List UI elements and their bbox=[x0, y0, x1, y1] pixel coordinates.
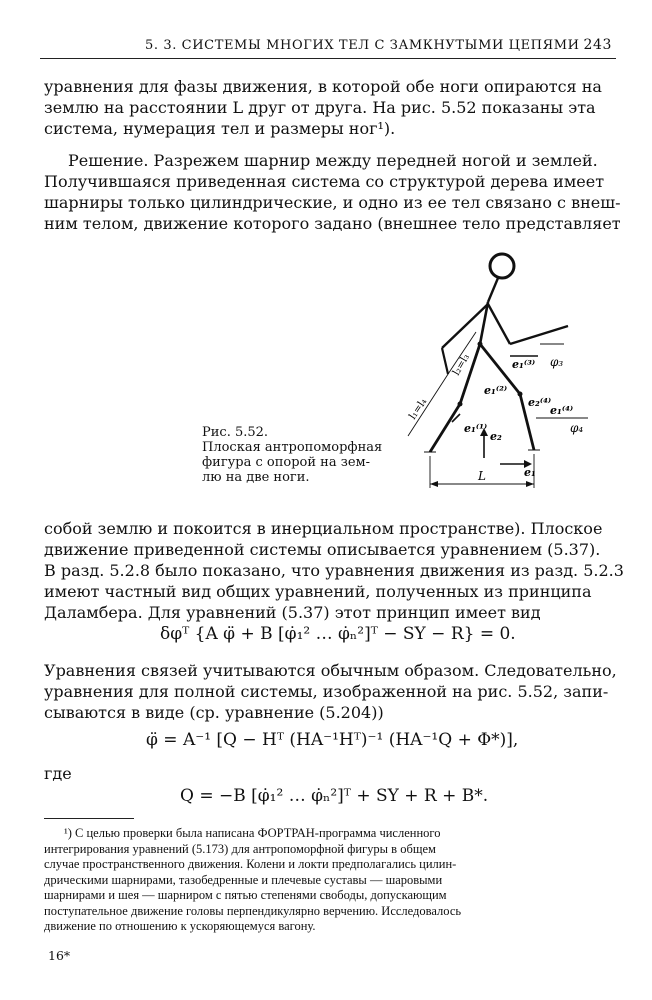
text-line: сываются в виде (ср. уравнение (5.204)) bbox=[44, 703, 384, 722]
label-e1-4: e₁⁽⁴⁾ bbox=[550, 404, 574, 417]
text-line: собой землю и покоится в инерциальном пространстве). Плоское bbox=[44, 519, 603, 538]
knee-joint bbox=[458, 402, 463, 407]
label-e1-2: e₁⁽²⁾ bbox=[484, 384, 508, 397]
text-line: система, нумерация тел и размеры ног¹). bbox=[44, 119, 396, 138]
text-line: уравнения для фазы движения, в которой обе ноги опираются на bbox=[44, 77, 602, 96]
label-l1-l4: l₁=l₄ bbox=[407, 396, 430, 422]
arm2-lower bbox=[510, 326, 568, 344]
anthropomorphic-figure bbox=[400, 244, 590, 504]
paragraph-4 bbox=[44, 660, 617, 723]
arrowhead bbox=[430, 481, 438, 487]
footnote bbox=[44, 826, 608, 935]
paragraph-1 bbox=[44, 76, 608, 139]
label-e1-3: e₁⁽³⁾ bbox=[512, 358, 536, 371]
label-L: L bbox=[478, 469, 486, 483]
text-line: землю на расстоянии L друг от друга. На рис. 5.52 показаны эта bbox=[44, 98, 596, 117]
figure-caption bbox=[202, 425, 402, 485]
text-line: Уравнения связей учитываются обычным образом. Следовательно, bbox=[44, 661, 617, 680]
back-shin bbox=[430, 404, 460, 452]
where-label: где bbox=[44, 764, 72, 783]
caption-line: фигура с опорой на зем- bbox=[202, 455, 371, 470]
text-line: ним телом, движение которого задано (внешнее тело представляет bbox=[44, 214, 621, 233]
equation-full-system: φ̈ = A⁻¹ [Q − Hᵀ (HA⁻¹Hᵀ)⁻¹ (HA⁻¹Q + Φ*)], bbox=[146, 730, 519, 750]
head bbox=[490, 254, 514, 278]
footnote-rule bbox=[44, 818, 134, 819]
label-l2-l3: l₂=l₃ bbox=[451, 352, 472, 378]
neck bbox=[488, 278, 498, 302]
printer-signature: 16* bbox=[48, 948, 71, 963]
footnote-line: случае пространственного движения. Колени и локти предполагались цилин- bbox=[44, 857, 457, 871]
text-line: шарниры только цилиндрические, и одно из ее тел связано с внеш- bbox=[44, 193, 621, 212]
arm2-upper bbox=[488, 304, 510, 344]
footnote-line: ¹) С целью проверки была написана ФОРТРАН-программа численного bbox=[64, 826, 441, 840]
footnote-line: движение по отношению к ускоряющемуся вагону. bbox=[44, 919, 316, 933]
text-line: уравнения для полной системы, изображенной на рис. 5.52, запи- bbox=[44, 682, 609, 701]
arrowhead bbox=[526, 481, 534, 487]
equation-Q: Q = −B [φ̇₁² … φ̇ₙ²]ᵀ + SY + R + B*. bbox=[180, 786, 489, 806]
footnote-line: поступательное движение головы перпендикулярно верчению. Исследовалось bbox=[44, 903, 462, 918]
text-line: движение приведенной системы описывается уравнением (5.37). bbox=[44, 540, 601, 559]
equation-dalembert: δφᵀ {A φ̈ + B [φ̇₁² … φ̇ₙ²]ᵀ − SY − R} = 0. bbox=[160, 624, 516, 644]
label-e2: e₂ bbox=[490, 430, 502, 443]
page-number: 243 bbox=[583, 37, 612, 53]
knee-joint bbox=[518, 392, 523, 397]
caption-line: лю на две ноги. bbox=[202, 470, 310, 485]
paragraph-3 bbox=[44, 518, 624, 623]
arm-lower bbox=[442, 348, 448, 374]
footnote-line: шарнирами и шея — шарниром с пятью степенями свободы, допускающим bbox=[44, 888, 447, 902]
footnote-line: интегрирования уравнений (5.173) для антропоморфной фигуры в общем bbox=[44, 841, 436, 856]
footnote-line: дрическими шарнирами, тазобедренные и плечевые суставы — шаровыми bbox=[44, 872, 443, 887]
label-phi4: φ₄ bbox=[570, 421, 584, 435]
text-line: имеют частный вид общих уравнений, полученных из принципа bbox=[44, 582, 592, 601]
label-phi3: φ₃ bbox=[550, 355, 564, 369]
text-line: Даламбера. Для уравнений (5.37) этот принцип имеет вид bbox=[44, 603, 541, 622]
hip-joint bbox=[478, 342, 483, 347]
text-line: Получившаяся приведенная система со структурой дерева имеет bbox=[44, 172, 605, 191]
text-line: Решение. Разрежем шарнир между передней ногой и землей. bbox=[68, 151, 598, 170]
paragraph-solution bbox=[44, 150, 621, 234]
label-e1-1: e₁⁽¹⁾ bbox=[464, 422, 488, 435]
text-line: В разд. 5.2.8 было показано, что уравнения движения из разд. 5.2.3 bbox=[44, 561, 624, 580]
label-e1: e₁ bbox=[524, 466, 536, 479]
label-e2-4: e₂⁽⁴⁾ bbox=[528, 396, 552, 409]
running-header bbox=[40, 34, 616, 59]
section-title: 5. 3. СИСТЕМЫ МНОГИХ ТЕЛ С ЗАМКНУТЫМИ ЦЕПЯМИ bbox=[145, 38, 580, 53]
caption-title: Рис. 5.52. bbox=[202, 425, 269, 440]
caption-line: Плоская антропоморфная bbox=[202, 440, 383, 455]
